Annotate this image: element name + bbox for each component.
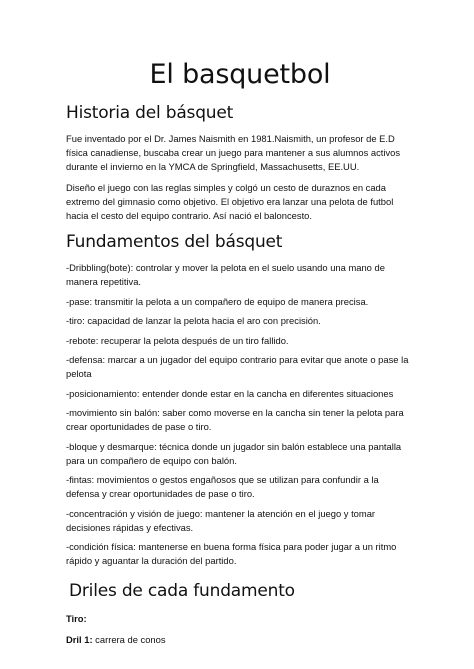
fundamento-item: -concentración y visión de juego: mantener la atención en el juego y tomar decisiones rápidas y efectivas.	[66, 507, 376, 533]
fundamento-item: -Dribbling(bote): controlar y mover la pelota en el suelo usando una mano de manera repetitiva.	[66, 262, 385, 287]
fundamento-item: -bloque y desmarque: técnica donde un jugador sin balón establece una pantalla para un compañero de equipo con balón.	[66, 440, 402, 466]
section-heading-historia: Historia del básquet	[66, 103, 234, 123]
fundamento-item: -pase: transmitir la pelota a un compañero de equipo de manera precisa.	[66, 295, 369, 307]
fundamento-item: -condición física: mantenerse en buena forma física para poder jugar a un ritmo rápido y aguantar la duración del partido.	[66, 541, 397, 566]
historia-paragraph: Diseño el juego con las reglas simples y colgó un cesto de duraznos en cada extremo del gimnasio como objetivo. El objetivo era lanzar una pelota de futbol hacia el cesto del equipo contrario. Así nació el baloncesto.	[66, 182, 394, 221]
fundamento-item: -movimiento sin balón: saber como moverse en la cancha sin tener la pelota para crear oportunidades de pase o tiro.	[66, 407, 404, 432]
document-title: El basquetbol	[149, 59, 331, 90]
fundamento-item: -fintas: movimientos o gestos engañosos que se utilizan para confundir a la defensa y crear oportunidades de pase o tiro.	[66, 474, 379, 499]
dril-line	[66, 633, 414, 647]
historia-paragraph: Fue inventado por el Dr. James Naismith en 1981.Naismith, un profesor de E.D física canadiense, buscaba crear un juego para mantener a sus alumnos activos durante el invierno en la YMCA de Springfield, Massachusetts, EE.UU.	[66, 133, 401, 172]
fundamento-item: -posicionamiento: entender donde estar en la cancha en diferentes situaciones	[66, 387, 394, 399]
fundamento-item: -tiro: capacidad de lanzar la pelota hacia el aro con precisión.	[66, 315, 321, 326]
dril-label: Dril 1:	[66, 634, 93, 645]
fundamento-item: -defensa: marcar a un jugador del equipo contrario para evitar que anote o pase la pelota	[66, 354, 409, 379]
fundamento-item: -rebote: recuperar la pelota después de un tiro fallido.	[66, 334, 289, 346]
tiro-label: Tiro:	[66, 613, 87, 624]
section-heading-driles: Driles de cada fundamento	[69, 581, 295, 601]
dril-text: carrera de conos	[92, 634, 166, 645]
section-heading-fundamentos: Fundamentos del básquet	[66, 232, 283, 252]
